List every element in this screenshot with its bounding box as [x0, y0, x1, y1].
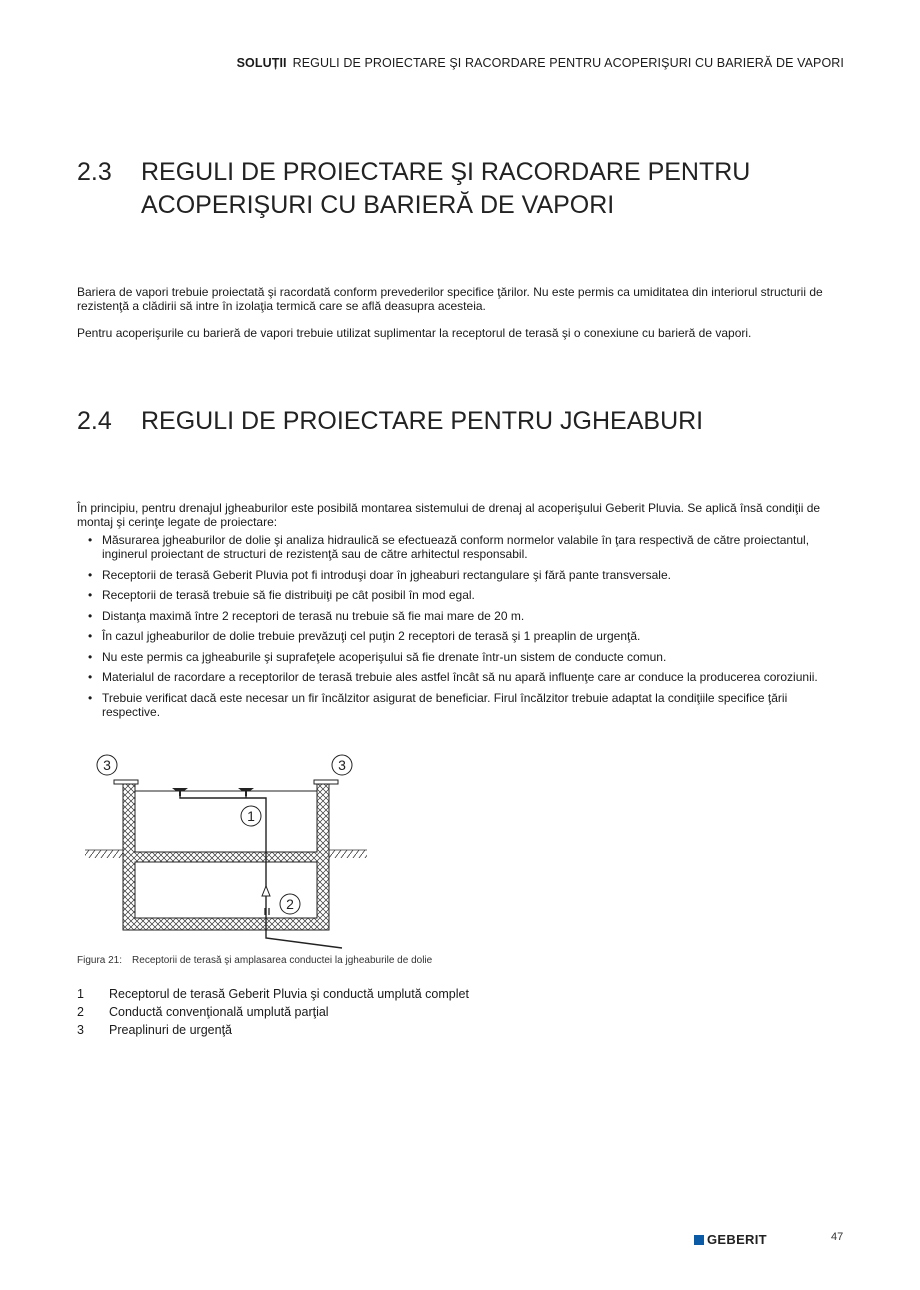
requirements-list [88, 533, 844, 725]
callout-3-right [332, 755, 352, 775]
callout-1-label: 1 [247, 808, 255, 824]
list-item [88, 533, 844, 561]
legend-text: Preaplinuri de urgenţă [109, 1023, 232, 1037]
list-item-text: Trebuie verificat dacă este necesar un fir încălzitor asigurat de beneficiar. Firul încălzitor trebuie adaptat la condiţiile specifice ţării respective. [102, 690, 788, 719]
bullet-icon: • [88, 690, 93, 705]
section-2-4-number: 2.4 [77, 407, 112, 435]
bullet-icon: • [88, 588, 93, 602]
logo-square-icon [694, 1235, 704, 1245]
callout-2-label: 2 [286, 896, 294, 912]
bullet-icon: • [88, 670, 93, 684]
list-item [88, 650, 844, 664]
list-item-text: Receptorii de terasă Geberit Pluvia pot fi introduşi doar în jgheaburi rectangulare şi fără pante transversale. [102, 567, 671, 582]
list-item-text: Materialul de racordare a receptorilor de terasă trebuie ales astfel încât să nu apară influenţe care ar conduce la producerea coroziunii. [102, 670, 818, 684]
legend-item [77, 985, 469, 1003]
flow-arrow-icon [262, 886, 270, 896]
legend-item [77, 1003, 469, 1021]
section-2-3-paragraph-2: Pentru acoperişurile cu barieră de vapori trebuie utilizat suplimentar la receptorul de terasă şi o conexiune cu barieră de vapori. [77, 326, 752, 340]
bullet-icon: • [88, 533, 93, 547]
list-item [88, 588, 844, 602]
roof-receiver-2-stem [245, 791, 247, 796]
bullet-icon: • [88, 608, 93, 623]
section-2-3-title [77, 156, 750, 222]
legend-item [77, 1021, 469, 1039]
roof-cap-left [114, 780, 138, 784]
figure-label: Figura 21: [77, 955, 123, 966]
list-item [88, 568, 844, 582]
legend-number: 3 [77, 1023, 84, 1037]
list-item-text: Măsurarea jgheaburilor de dolie şi analiza hidraulică se efectuează conform normelor valabile în ţara respectivă de către proiectantul, inginerul proiectant de structuri de rezistenţă sau de către arhitectul responsabil. [102, 533, 810, 561]
list-item-text: În cazul jgheaburilor de dolie trebuie prevăzuţi cel puţin 2 receptori de terasă şi 1 preaplin de urgenţă. [102, 629, 641, 643]
logo-wordmark: GEBERIT [707, 1232, 767, 1247]
figure-caption [77, 955, 432, 966]
section-2-3-title-line2: ACOPERIŞURI CU BARIERĂ DE VAPORI [141, 191, 615, 219]
ground-left [85, 850, 123, 858]
page-number: 47 [831, 1231, 844, 1243]
geberit-logo [694, 1232, 767, 1247]
legend-text: Receptorul de terasă Geberit Pluvia şi conductă umplută complet [109, 987, 469, 1001]
bullet-icon: • [88, 649, 93, 664]
list-item [88, 629, 844, 643]
list-item-text: Distanţa maximă între 2 receptori de terasă nu trebuie să fie mai mare de 20 m. [102, 608, 525, 623]
roof-receiver-1-stem [179, 791, 181, 796]
roof-cap-right [314, 780, 338, 784]
list-item [88, 609, 844, 623]
ground-right [329, 850, 367, 858]
valley-gutter-diagram [80, 750, 380, 950]
header-section: SOLUȚII [236, 56, 287, 70]
header-title: REGULI DE PROIECTARE ŞI RACORDARE PENTRU ACOPERIŞURI CU BARIERĂ DE VAPORI [292, 56, 844, 70]
callout-3-left [97, 755, 117, 775]
bullet-icon: • [88, 629, 93, 643]
section-2-3-paragraph-1: Bariera de vapori trebuie proiectată şi racordată conform prevederilor specifice ţărilor. Nu este permis ca umiditatea din interiorul structurii de rezistenţă a clădirii să intre în izolaţia termică care se află deasupra acesteia. [77, 285, 823, 313]
section-2-4-title-text: REGULI DE PROIECTARE PENTRU JGHEABURI [141, 407, 704, 435]
callout-1 [241, 806, 261, 826]
callout-3-left-label: 3 [103, 757, 111, 773]
figure-caption-text: Receptorii de terasă şi amplasarea conductei la jgheaburile de dolie [132, 955, 433, 966]
figure-legend [77, 985, 469, 1039]
section-2-3-title-line1: REGULI DE PROIECTARE ŞI RACORDARE PENTRU [141, 158, 751, 186]
bullet-icon: • [88, 567, 93, 582]
callout-2 [280, 894, 300, 914]
section-2-4-title [77, 405, 703, 438]
callout-3-right-label: 3 [338, 757, 346, 773]
legend-number: 2 [77, 1005, 84, 1019]
list-item-text: Receptorii de terasă trebuie să fie distribuiţi pe cât posibil în mod egal. [102, 588, 475, 602]
section-2-3-number: 2.3 [77, 158, 112, 186]
running-header [237, 56, 844, 70]
list-item [88, 691, 844, 719]
legend-number: 1 [77, 987, 84, 1001]
legend-text: Conductă convenţională umplută parţial [109, 1005, 329, 1019]
section-2-4-intro: În principiu, pentru drenajul jgheaburilor este posibilă montarea sistemului de drenaj al acoperişului Geberit Pluvia. Se aplică însă condiţii de montaj şi cerinţe legate de proiectare: [77, 501, 821, 529]
list-item-text: Nu este permis ca jgheaburile şi suprafeţele acoperişului să fie drenate într-un sistem de conducte comun. [102, 649, 667, 664]
list-item [88, 670, 844, 684]
